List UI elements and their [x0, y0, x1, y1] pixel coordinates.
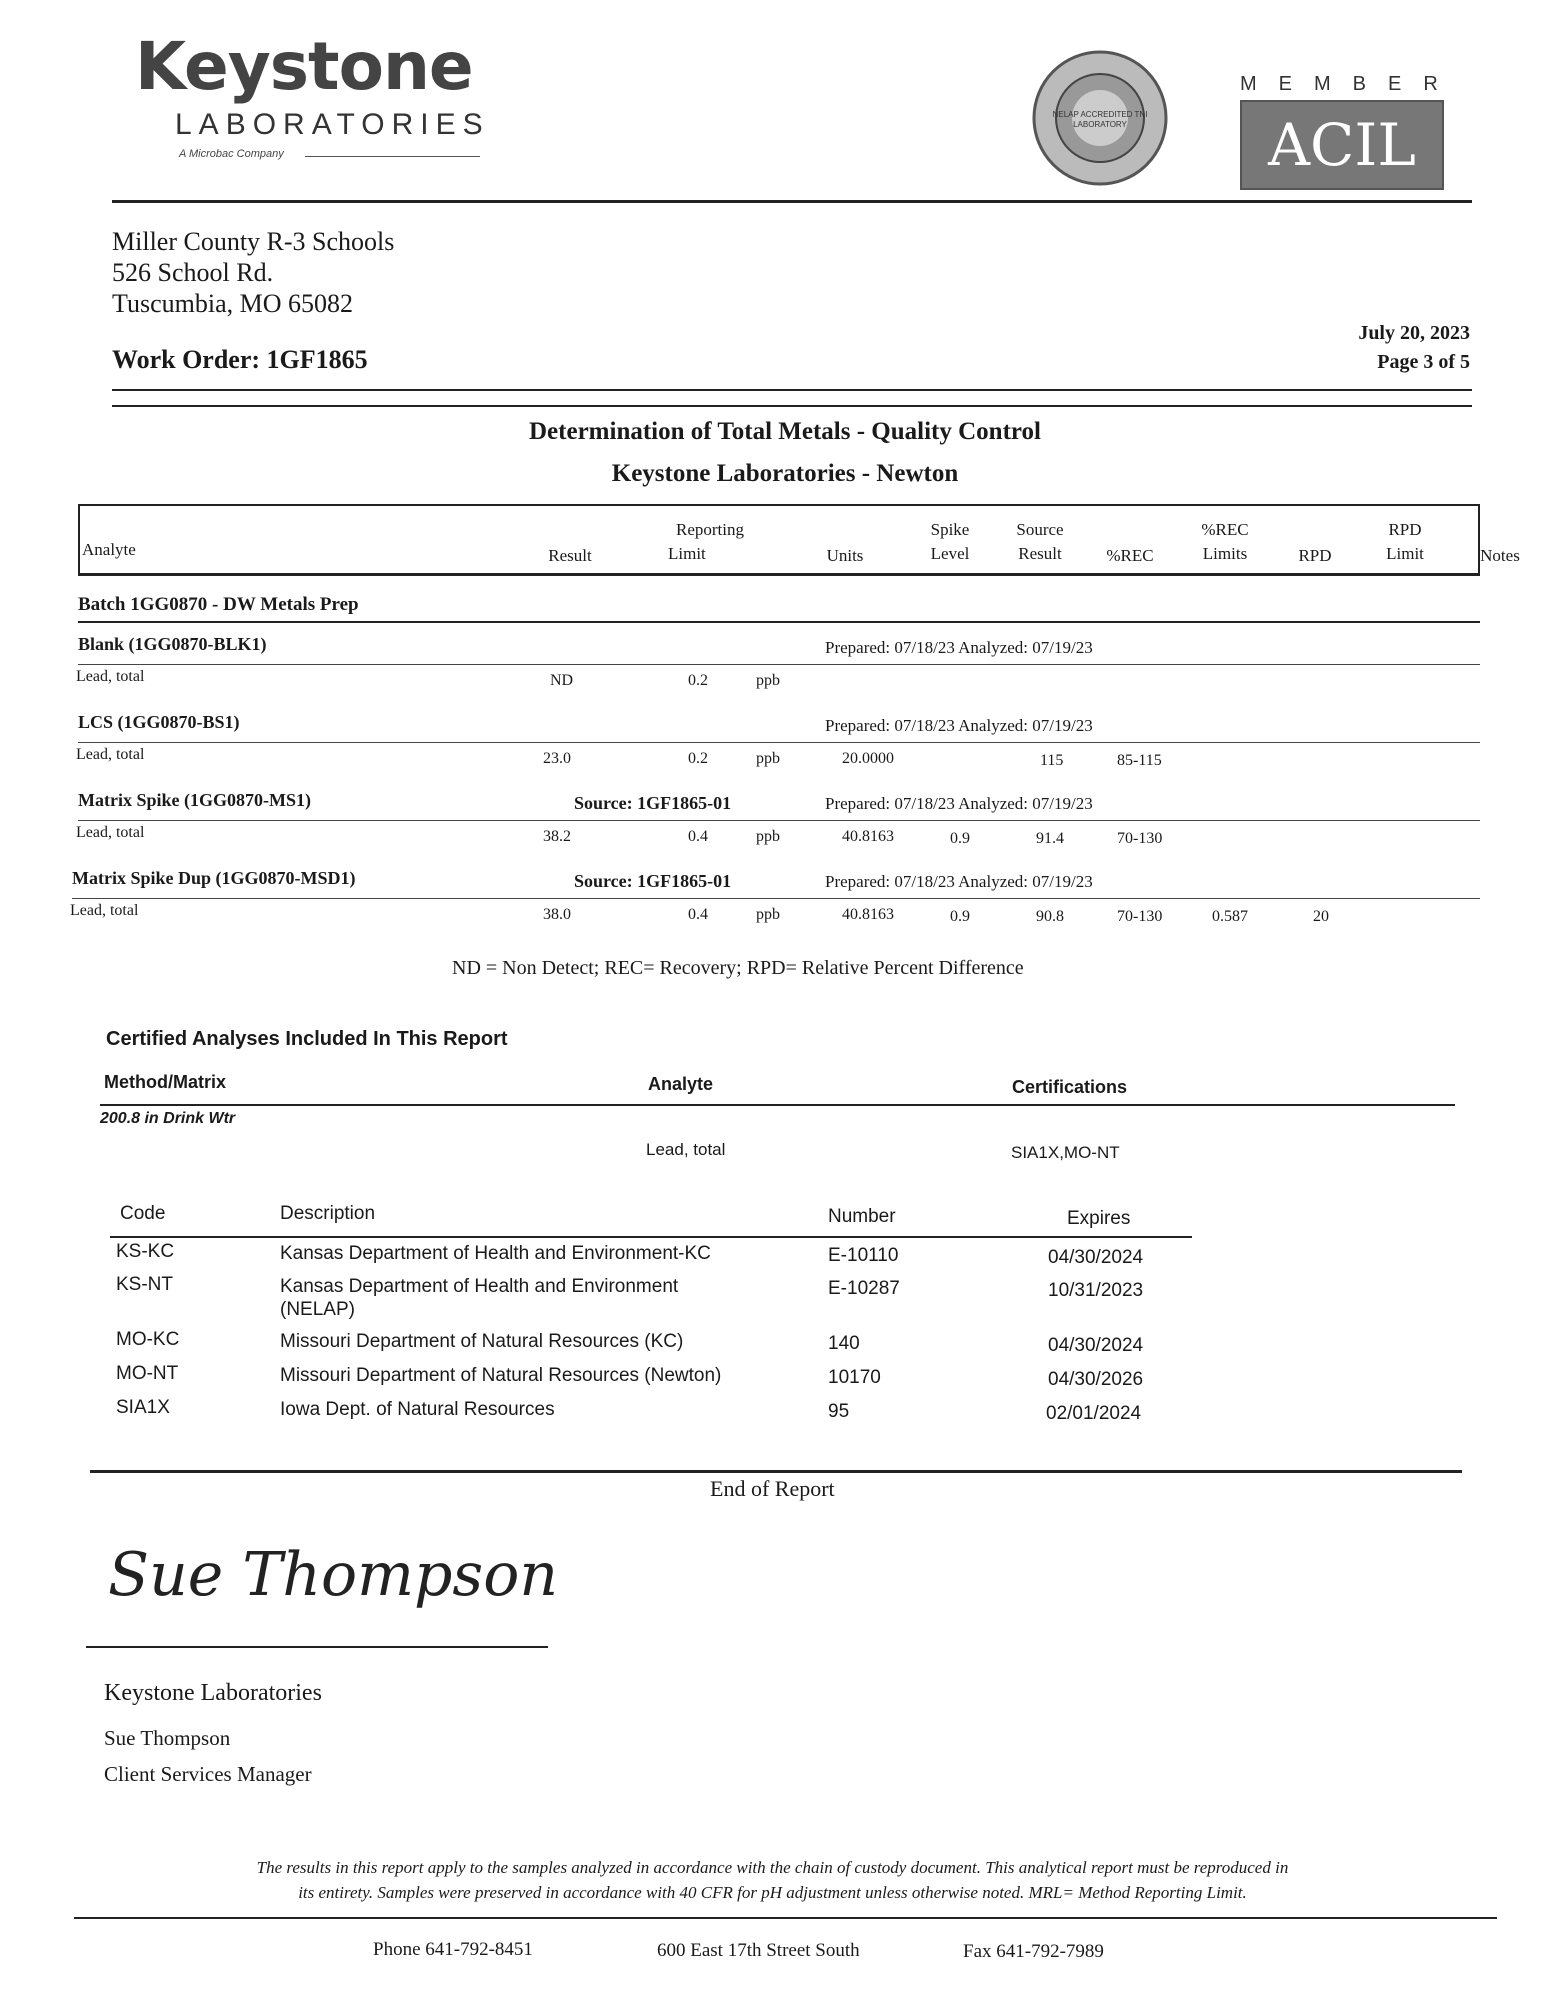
member-label: MEMBER: [1240, 73, 1460, 95]
certified-analyte: Lead, total: [646, 1140, 726, 1159]
col-rpd-limit: RPD Limit: [1386, 520, 1424, 563]
row-rec: 115: [1040, 752, 1064, 769]
row-source: 0.9: [950, 830, 970, 847]
qc-table-header: [78, 504, 1520, 576]
signature-title: Client Services Manager: [104, 1762, 312, 1786]
signature-company: Keystone Laboratories: [104, 1680, 322, 1706]
col-reporting-limit: Reporting Limit: [668, 520, 744, 563]
code-expires: 04/30/2026: [1048, 1369, 1144, 1390]
code-description: Kansas Department of Health and Environment (NELAP): [280, 1276, 679, 1320]
certified-heading: Certified Analyses Included In This Report: [106, 1028, 508, 1050]
batch-label: Batch 1GG0870 - DW Metals Prep: [78, 594, 359, 615]
code-description: Missouri Department of Natural Resources (Newton): [280, 1365, 722, 1386]
col-result: Result: [548, 546, 592, 565]
group-prepared: Prepared: 07/18/23 Analyzed: 07/19/23: [825, 872, 1093, 891]
code-expires: 04/30/2024: [1048, 1335, 1144, 1356]
row-spike: 20.0000: [842, 750, 894, 767]
col-units: Units: [826, 546, 864, 565]
acil-logo: ACIL: [1240, 100, 1444, 190]
report-date: July 20, 2023: [1358, 322, 1470, 344]
row-result: 38.0: [543, 906, 571, 923]
code-number: 140: [828, 1333, 860, 1354]
client-name: Miller County R-3 Schools: [112, 227, 395, 256]
col-source-result: Source Result: [1016, 520, 1064, 563]
end-of-report: End of Report: [710, 1476, 835, 1501]
row-rec: 91.4: [1036, 830, 1064, 847]
row-units: ppb: [756, 828, 780, 845]
codes-col-expires: Expires: [1067, 1208, 1131, 1229]
row-rec: 90.8: [1036, 908, 1064, 925]
footer-fax: Fax 641-792-7989: [963, 1941, 1104, 1962]
row-analyte: Lead, total: [76, 668, 145, 685]
group-label: Matrix Spike Dup (1GG0870-MSD1): [72, 868, 356, 888]
page-number: Page 3 of 5: [1377, 351, 1470, 373]
row-limits: 70-130: [1117, 830, 1163, 847]
col-spike-level: Spike Level: [930, 520, 970, 563]
certified-method: 200.8 in Drink Wtr: [100, 1110, 236, 1127]
certified-certs: SIA1X,MO-NT: [1011, 1143, 1120, 1162]
code-number: E-10110: [828, 1245, 899, 1266]
code-value: SIA1X: [116, 1397, 170, 1418]
code-expires: 10/31/2023: [1048, 1280, 1144, 1301]
group-prepared: Prepared: 07/18/23 Analyzed: 07/19/23: [825, 638, 1093, 657]
group-label: Blank (1GG0870-BLK1): [78, 634, 267, 654]
code-value: MO-NT: [116, 1363, 179, 1384]
code-number: E-10287: [828, 1278, 900, 1299]
codes-row: [0, 1240, 1545, 1272]
col-notes: Notes: [1480, 546, 1520, 565]
code-expires: 02/01/2024: [1046, 1403, 1142, 1424]
code-value: KS-KC: [116, 1241, 175, 1262]
footer-phone: Phone 641-792-8451: [373, 1939, 533, 1960]
work-order: Work Order: 1GF1865: [112, 345, 368, 374]
row-analyte: Lead, total: [76, 824, 145, 841]
col-rec: %REC: [1106, 546, 1154, 565]
group-prepared: Prepared: 07/18/23 Analyzed: 07/19/23: [825, 716, 1093, 735]
codes-row: [0, 1362, 1545, 1394]
row-result: 38.2: [543, 828, 571, 845]
client-city: Tuscumbia, MO 65082: [112, 289, 354, 318]
codes-col-description: Description: [280, 1203, 376, 1224]
row-rpd: 0.587: [1212, 908, 1248, 925]
report-title: Determination of Total Metals - Quality Control: [529, 418, 1041, 445]
code-description: Iowa Dept. of Natural Resources: [280, 1399, 555, 1420]
report-subtitle: Keystone Laboratories - Newton: [611, 460, 959, 487]
footer-disclaimer: The results in this report apply to the samples analyzed in accordance with the chain of custody document. This analytical report must be reproduced in its entirety. Samples were preserved in accordance with 40 CFR for pH adjustment unless otherwise noted. MRL= Method Reporting Limit.: [256, 1858, 1289, 1902]
row-rl: 0.2: [688, 750, 708, 767]
row-rl: 0.2: [688, 672, 708, 689]
code-number: 10170: [828, 1367, 881, 1388]
qc-legend: ND = Non Detect; REC= Recovery; RPD= Relative Percent Difference: [452, 957, 1024, 979]
codes-col-number: Number: [828, 1206, 896, 1227]
qc-group-lcs: [0, 712, 1545, 772]
row-units: ppb: [756, 906, 780, 923]
qc-group-blank: [0, 634, 1545, 694]
code-description: Missouri Department of Natural Resources (KC): [280, 1331, 684, 1352]
qc-group-matrix-spike-dup: [0, 868, 1545, 928]
row-spike: 40.8163: [842, 828, 894, 845]
code-value: MO-KC: [116, 1329, 180, 1350]
row-spike: 40.8163: [842, 906, 894, 923]
client-street: 526 School Rd.: [112, 258, 274, 287]
code-value: KS-NT: [116, 1274, 173, 1295]
logo-name: Keystone: [135, 28, 473, 105]
row-units: ppb: [756, 750, 780, 767]
col-analyte: Analyte: [82, 540, 136, 559]
row-limits: 85-115: [1117, 752, 1162, 769]
company-logo: [135, 28, 495, 163]
row-result: 23.0: [543, 750, 571, 767]
logo-laboratories: LABORATORIES: [175, 108, 490, 141]
codes-row: [0, 1328, 1545, 1360]
footer-address: 600 East 17th Street South: [657, 1940, 860, 1961]
row-analyte: Lead, total: [76, 746, 145, 763]
logo-tagline: A Microbac Company: [179, 148, 284, 160]
tni-seal-text: NELAP ACCREDITED TNI LABORATORY: [1052, 110, 1148, 129]
row-result: ND: [550, 672, 574, 689]
signature: Sue Thompson: [108, 1540, 558, 1610]
group-label: Matrix Spike (1GG0870-MS1): [78, 790, 311, 810]
group-source: Source: 1GF1865-01: [574, 871, 732, 891]
qc-group-matrix-spike: [0, 790, 1545, 850]
col-rpd: RPD: [1298, 546, 1332, 565]
row-rpd-limit: 20: [1313, 908, 1329, 925]
group-prepared: Prepared: 07/18/23 Analyzed: 07/19/23: [825, 794, 1093, 813]
row-rl: 0.4: [688, 906, 708, 923]
code-number: 95: [828, 1401, 850, 1422]
certified-col-certs: Certifications: [1012, 1077, 1128, 1097]
codes-row: [0, 1396, 1545, 1428]
signature-name: Sue Thompson: [104, 1726, 231, 1750]
row-analyte: Lead, total: [70, 902, 139, 919]
row-limits: 70-130: [1117, 908, 1163, 925]
code-expires: 04/30/2024: [1048, 1247, 1144, 1268]
row-source: 0.9: [950, 908, 970, 925]
header-rule: [112, 200, 1472, 203]
group-source: Source: 1GF1865-01: [574, 793, 732, 813]
certified-col-method: Method/Matrix: [104, 1072, 227, 1092]
row-units: ppb: [756, 672, 780, 689]
col-rec-limits: %REC Limits: [1201, 520, 1249, 563]
group-label: LCS (1GG0870-BS1): [78, 712, 240, 732]
certified-col-analyte: Analyte: [648, 1074, 714, 1094]
codes-row: [0, 1273, 1545, 1323]
code-description: Kansas Department of Health and Environment-KC: [280, 1243, 711, 1264]
row-rl: 0.4: [688, 828, 708, 845]
client-address: [112, 226, 394, 319]
codes-col-code: Code: [120, 1203, 166, 1224]
